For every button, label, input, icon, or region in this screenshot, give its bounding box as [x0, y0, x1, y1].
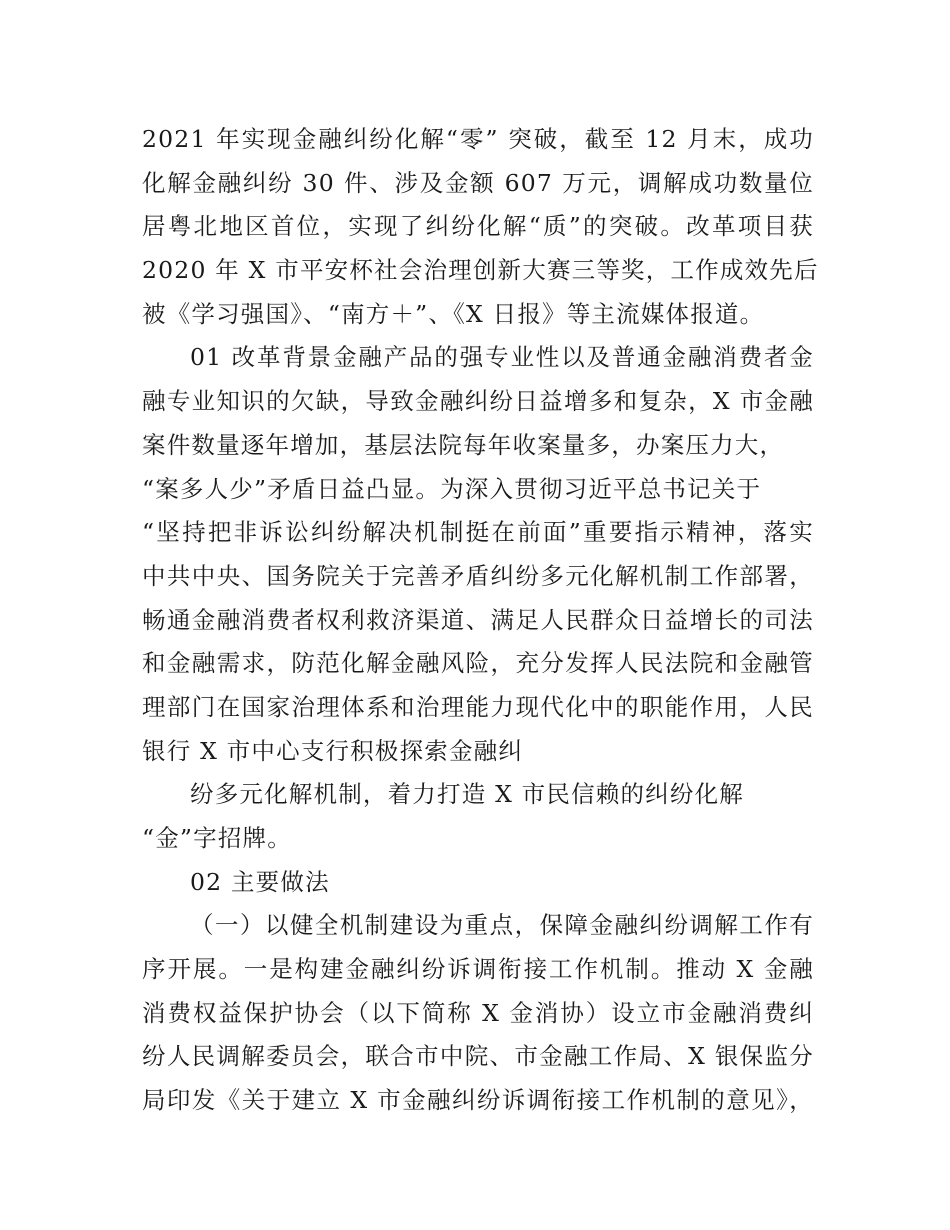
text-line-21: 消费权益保护协会（以下简称 X 金消协）设立市金融消费纠: [142, 998, 814, 1027]
text-line-9: “案多人少”矛盾日益凸显。为深入贯彻习近平总书记关于: [142, 474, 762, 503]
text-line-11: 中共中央、国务院关于完善矛盾纠纷多元化解机制工作部署，: [142, 561, 814, 590]
text-line-8: 案件数量逐年增加，基层法院每年收案量多，办案压力大，: [142, 430, 785, 459]
text-line-10: “坚持把非诉讼纠纷解决机制挺在前面”重要指示精神，落实: [142, 518, 814, 547]
text-line-4: 2020 年 X 市平安杯社会治理创新大赛三等奖，工作成效先后: [142, 256, 819, 285]
text-line-15: 银行 X 市中心支行积极探索金融纠: [142, 736, 524, 765]
text-line-6: 01 改革背景金融产品的强专业性以及普通金融消费者金: [190, 343, 814, 372]
text-line-22: 纷人民调解委员会，联合市中院、市金融工作局、X 银保监分: [142, 1042, 814, 1071]
text-line-19: （一）以健全机制建设为重点，保障金融纠纷调解工作有: [190, 911, 814, 940]
text-line-14: 理部门在国家治理体系和治理能力现代化中的职能作用，人民: [142, 692, 814, 721]
text-line-13: 和金融需求，防范化解金融风险，充分发挥人民法院和金融管: [142, 649, 814, 678]
text-line-23: 局印发《关于建立 X 市金融纠纷诉调衔接工作机制的意见》，: [142, 1086, 814, 1115]
text-line-16: 纷多元化解机制，着力打造 X 市民信赖的纠纷化解: [190, 780, 744, 809]
text-line-1: 2021 年实现金融纠纷化解“零” 突破，截至 12 月末，成功: [142, 125, 814, 153]
text-line-5: 被《学习强国》、“南方＋”、《X 日报》等主流媒体报道。: [142, 299, 765, 328]
text-line-3: 居粤北地区首位，实现了纠纷化解“质”的突破。改革项目获: [142, 212, 814, 241]
text-line-12: 畅通金融消费者权利救济渠道、满足人民群众日益增长的司法: [142, 605, 814, 634]
body-text: [142, 118, 819, 1123]
text-line-7: 融专业知识的欠缺，导致金融纠纷日益增多和复杂，X 市金融: [142, 387, 814, 416]
text-line-17: “金”字招牌。: [142, 824, 292, 852]
text-line-20: 序开展。一是构建金融纠纷诉调衔接工作机制。推动 X 金融: [142, 955, 814, 984]
section-heading: 02 主要做法: [190, 867, 330, 896]
text-line-2: 化解金融纠纷 30 件、涉及金额 607 万元，调解成功数量位: [142, 168, 814, 197]
